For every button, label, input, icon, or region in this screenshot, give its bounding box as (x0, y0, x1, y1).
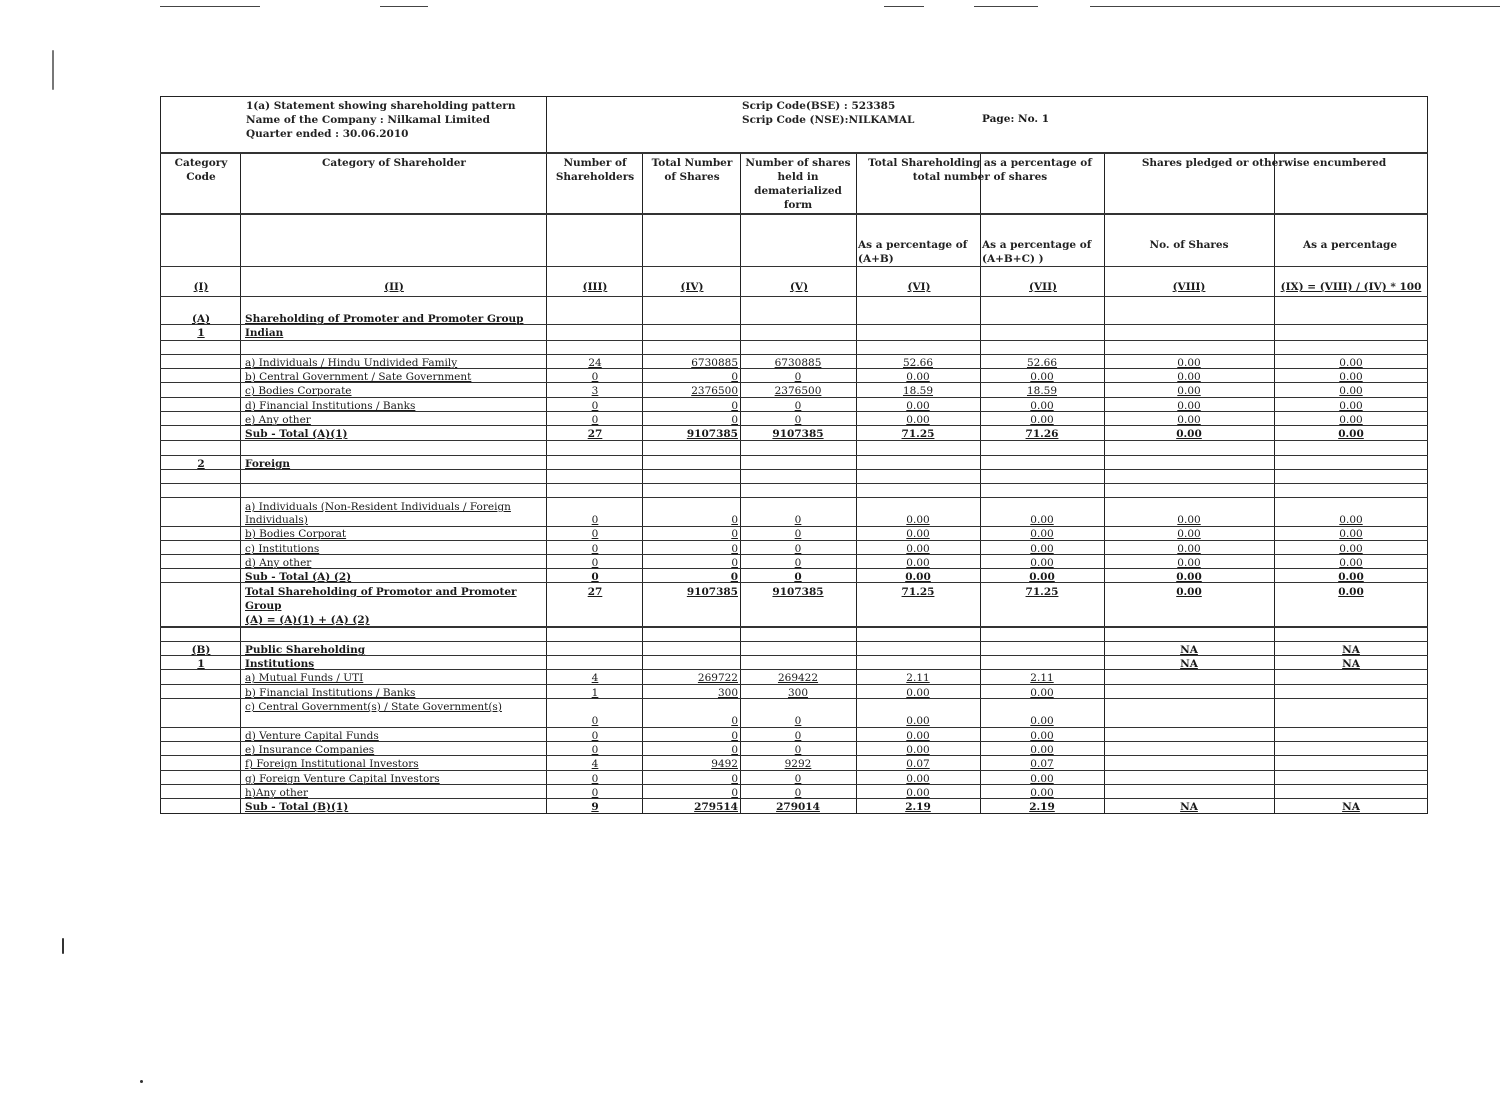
grid-hline (160, 641, 1428, 642)
scan-artifact (160, 6, 260, 7)
header-category-shareholder: Category of Shareholder (322, 157, 466, 169)
row-value-col-6: 71.25 (901, 586, 935, 598)
row-category-label: d) Any other (245, 557, 312, 569)
row-value-col-4: 9492 (711, 758, 738, 770)
row-category-label: Total Shareholding of Promotor and Promoter (245, 586, 517, 598)
row-value-col-6: 0.00 (906, 730, 930, 742)
row-value-col-4: 0 (731, 773, 738, 785)
row-value-col-7: 0.00 (1030, 687, 1054, 699)
row-value-col-8: 0.00 (1177, 385, 1201, 397)
row-value-col-7: 71.25 (1025, 586, 1059, 598)
row-value-col-5: 0 (794, 543, 802, 555)
row-value-col-8: NA (1180, 658, 1198, 670)
row-category-label: e) Insurance Companies (245, 744, 375, 756)
row-value-col-5: 9107385 (772, 586, 824, 598)
header-num-shareholders: Number of Shareholders (555, 157, 635, 183)
row-value-col-3: 0 (591, 543, 599, 555)
row-value-col-6: 0.00 (906, 715, 930, 727)
row-value-col-8: 0.00 (1177, 514, 1201, 526)
row-value-col-6: 2.19 (905, 801, 931, 813)
row-category-label: b) Bodies Corporat (245, 528, 347, 540)
row-value-col-6: 0.00 (906, 687, 930, 699)
row-category-label: d) Venture Capital Funds (245, 730, 379, 742)
row-value-col-5: 0 (794, 773, 802, 785)
col-index-8: (VIII) (1172, 281, 1206, 293)
row-value-col-4: 269722 (697, 672, 738, 684)
row-value-col-7: 0.00 (1030, 543, 1054, 555)
row-value-col-4: 0 (731, 557, 738, 569)
row-category-code: (B) (191, 644, 211, 656)
row-value-col-6: 2.11 (906, 672, 930, 684)
row-value-col-4: 279514 (694, 801, 738, 813)
row-value-col-5: 0 (794, 528, 802, 540)
row-value-col-7: 52.66 (1026, 357, 1058, 369)
row-value-col-7: 2.19 (1029, 801, 1055, 813)
header-category-code: Category Code (174, 157, 228, 183)
row-category-label: Sub - Total (B)(1) (245, 801, 349, 813)
row-value-col-5: 0 (794, 371, 802, 383)
row-value-col-4: 0 (731, 543, 738, 555)
row-category-label: Sub - Total (A)(1) (245, 428, 348, 440)
quarter-ended: Quarter ended : 30.06.2010 (246, 128, 409, 140)
row-value-col-8: 0.00 (1177, 528, 1201, 540)
statement-title: 1(a) Statement showing shareholding pattern (246, 100, 516, 112)
row-value-col-5: 0 (794, 514, 802, 526)
row-category-label: d) Financial Institutions / Banks (245, 400, 416, 412)
row-category-label: Group (245, 600, 282, 612)
row-value-col-9: NA (1342, 644, 1360, 656)
row-value-col-5: 0 (794, 571, 802, 583)
col-index-7: (VII) (1029, 281, 1057, 293)
header-as-percentage: As a percentage (1302, 239, 1398, 251)
row-value-col-9: 0.00 (1339, 528, 1363, 540)
row-value-col-5: 300 (787, 687, 809, 699)
grid-hline (160, 213, 1428, 215)
row-category-label: Sub - Total (A) (2) (245, 571, 352, 583)
row-value-col-8: NA (1180, 644, 1198, 656)
row-value-col-9: 0.00 (1339, 400, 1363, 412)
row-value-col-9: 0.00 (1339, 514, 1363, 526)
row-value-col-3: 0 (591, 715, 599, 727)
row-value-col-7: 0.00 (1030, 514, 1054, 526)
row-value-col-3: 0 (591, 414, 599, 426)
row-value-col-3: 0 (591, 787, 599, 799)
row-value-col-5: 0 (794, 730, 802, 742)
col-index-5: (V) (789, 281, 809, 293)
row-category-label: c) Bodies Corporate (245, 385, 352, 397)
grid-hline (160, 296, 1428, 297)
row-value-col-7: 0.00 (1030, 400, 1054, 412)
row-value-col-6: 0.00 (906, 557, 930, 569)
row-value-col-3: 0 (591, 400, 599, 412)
row-category-label: c) Central Government(s) / State Government(s) (245, 701, 502, 713)
row-category-label: Shareholding of Promoter and Promoter Group (245, 313, 524, 325)
header-demat-shares: Number of shares held in dematerialized form (745, 157, 851, 211)
header-pct-abc: As a percentage of (A+B+C) ) (982, 239, 1092, 265)
row-value-col-7: 0.00 (1030, 414, 1054, 426)
row-category-label: c) Institutions (245, 543, 320, 555)
grid-hline (160, 483, 1428, 484)
row-value-col-9: 0.00 (1339, 385, 1363, 397)
row-value-col-4: 0 (731, 414, 738, 426)
row-category-code: 1 (197, 658, 205, 670)
row-value-col-5: 6730885 (774, 357, 822, 369)
row-value-col-7: 0.00 (1030, 730, 1054, 742)
row-value-col-4: 0 (730, 571, 738, 583)
row-value-col-3: 4 (591, 672, 599, 684)
row-value-col-7: 0.07 (1030, 758, 1054, 770)
row-value-col-8: 0.00 (1177, 543, 1201, 555)
row-value-col-8: 0.00 (1177, 371, 1201, 383)
row-value-col-3: 24 (588, 357, 602, 369)
row-value-col-7: 0.00 (1030, 528, 1054, 540)
grid-hline (160, 497, 1428, 498)
row-value-col-4: 6730885 (691, 357, 738, 369)
row-value-col-9: 0.00 (1339, 543, 1363, 555)
row-category-label: Institutions (245, 658, 315, 670)
scan-speck (62, 938, 64, 954)
company-name: Name of the Company : Nilkamal Limited (246, 114, 490, 126)
scrip-code-bse: Scrip Code(BSE) : 523385 (742, 100, 896, 112)
row-value-col-4: 2376500 (691, 385, 738, 397)
col-index-2: (II) (384, 281, 404, 293)
row-value-col-5: 269422 (777, 672, 819, 684)
row-value-col-6: 0.00 (906, 773, 930, 785)
row-value-col-7: 0.00 (1030, 744, 1054, 756)
row-value-col-8: 0.00 (1177, 357, 1201, 369)
col-index-1: (I) (193, 281, 209, 293)
row-value-col-3: 0 (591, 371, 599, 383)
row-category-label: b) Financial Institutions / Banks (245, 687, 416, 699)
scan-speck (52, 50, 54, 90)
row-value-col-6: 0.00 (906, 371, 930, 383)
row-value-col-4: 0 (731, 371, 738, 383)
row-value-col-4: 0 (731, 730, 738, 742)
row-value-col-4: 9107385 (686, 586, 738, 598)
row-value-col-3: 27 (587, 428, 603, 440)
row-value-col-3: 0 (591, 744, 599, 756)
row-value-col-7: 0.00 (1030, 787, 1054, 799)
row-value-col-5: 279014 (776, 801, 820, 813)
grid-hline (160, 455, 1428, 456)
row-value-col-9: 0.00 (1339, 371, 1363, 383)
row-value-col-9: 0.00 (1339, 357, 1363, 369)
row-value-col-7: 0.00 (1030, 773, 1054, 785)
row-value-col-3: 0 (591, 557, 599, 569)
row-category-label: g) Foreign Venture Capital Investors (245, 773, 440, 785)
row-value-col-8: 0.00 (1177, 400, 1201, 412)
row-category-label: a) Individuals / Hindu Undivided Family (245, 357, 458, 369)
row-category-label: Public Shareholding (245, 644, 366, 656)
row-value-col-4: 0 (731, 528, 738, 540)
scan-artifact (1090, 6, 1500, 7)
row-category-label: a) Mutual Funds / UTI (245, 672, 364, 684)
row-value-col-8: 0.00 (1176, 586, 1202, 598)
row-value-col-4: 9107385 (686, 428, 738, 440)
page-number: Page: No. 1 (982, 113, 1050, 125)
row-value-col-6: 0.00 (906, 400, 930, 412)
row-value-col-3: 1 (591, 687, 599, 699)
row-value-col-6: 0.00 (906, 528, 930, 540)
row-value-col-7: 0.00 (1030, 715, 1054, 727)
row-value-col-7: 0.00 (1030, 371, 1054, 383)
row-value-col-7: 2.11 (1030, 672, 1054, 684)
row-value-col-3: 3 (591, 385, 599, 397)
row-value-col-4: 0 (731, 715, 738, 727)
row-value-col-6: 0.07 (906, 758, 930, 770)
row-value-col-6: 0.00 (906, 514, 930, 526)
row-category-code: 1 (197, 327, 205, 339)
row-value-col-5: 2376500 (774, 385, 822, 397)
row-value-col-3: 27 (587, 586, 603, 598)
row-value-col-9: NA (1342, 801, 1360, 813)
row-value-col-7: 0.00 (1030, 557, 1054, 569)
row-category-label: Foreign (245, 458, 291, 470)
row-category-label: h)Any other (245, 787, 309, 799)
row-value-col-6: 0.00 (906, 414, 930, 426)
row-value-col-5: 0 (794, 414, 802, 426)
row-value-col-7: 71.26 (1025, 428, 1059, 440)
row-value-col-3: 9 (591, 801, 599, 813)
row-value-col-8: 0.00 (1176, 571, 1202, 583)
row-value-col-3: 0 (591, 571, 599, 583)
col-index-9: (IX) = (VIII) / (IV) * 100 (1280, 281, 1422, 293)
scan-artifact (380, 6, 428, 7)
header-pledged-group: Shares pledged or otherwise encumbered (1141, 157, 1387, 169)
row-value-col-6: 71.25 (901, 428, 935, 440)
row-value-col-6: 0.00 (906, 543, 930, 555)
row-value-col-4: 0 (731, 400, 738, 412)
row-value-col-6: 18.59 (902, 385, 934, 397)
row-value-col-5: 0 (794, 557, 802, 569)
row-category-label: b) Central Government / Sate Government (245, 371, 472, 383)
row-value-col-5: 0 (794, 715, 802, 727)
row-value-col-3: 0 (591, 514, 599, 526)
row-value-col-9: 0.00 (1338, 586, 1364, 598)
row-value-col-8: 0.00 (1177, 414, 1201, 426)
row-value-col-9: 0.00 (1339, 414, 1363, 426)
row-value-col-8: NA (1180, 801, 1198, 813)
row-value-col-5: 9292 (784, 758, 812, 770)
row-category-label: e) Any other (245, 414, 311, 426)
row-value-col-9: 0.00 (1338, 428, 1364, 440)
row-value-col-7: 18.59 (1026, 385, 1058, 397)
row-category-label: a) Individuals (Non-Resident Individuals / Foreign (245, 501, 511, 513)
row-category-code: 2 (197, 458, 205, 470)
header-pct-ab: As a percentage of (A+B) (858, 239, 968, 265)
row-value-col-5: 0 (794, 787, 802, 799)
row-value-col-7: 0.00 (1029, 571, 1055, 583)
row-value-col-5: 9107385 (772, 428, 824, 440)
header-total-pct-group: Total Shareholding as a percentage of total number of shares (868, 157, 1092, 183)
row-value-col-6: 0.00 (905, 571, 931, 583)
row-value-col-3: 4 (591, 758, 599, 770)
scrip-code-nse: Scrip Code (NSE):NILKAMAL (742, 114, 915, 126)
col-index-3: (III) (582, 281, 608, 293)
row-value-col-4: 0 (731, 514, 738, 526)
row-value-col-3: 0 (591, 773, 599, 785)
col-index-6: (VI) (907, 281, 931, 293)
scan-artifact (974, 6, 1038, 7)
col-index-4: (IV) (680, 281, 704, 293)
row-value-col-8: 0.00 (1176, 428, 1202, 440)
header-no-of-shares: No. of Shares (1149, 239, 1229, 251)
row-value-col-9: NA (1342, 658, 1360, 670)
row-category-label: (A) = (A)(1) + (A) (2) (245, 614, 370, 626)
row-value-col-6: 52.66 (902, 357, 934, 369)
row-category-code: (A) (191, 313, 211, 325)
row-value-col-9: 0.00 (1338, 571, 1364, 583)
row-value-col-5: 0 (794, 744, 802, 756)
scan-artifact (884, 6, 924, 7)
grid-hline (160, 354, 1428, 355)
grid-hline (160, 340, 1428, 341)
row-category-label: Indian (245, 327, 284, 339)
row-value-col-4: 300 (717, 687, 738, 699)
grid-hline (160, 266, 1428, 267)
row-value-col-6: 0.00 (906, 787, 930, 799)
row-value-col-6: 0.00 (906, 744, 930, 756)
row-category-label: Individuals) (245, 514, 308, 526)
row-value-col-9: 0.00 (1339, 557, 1363, 569)
row-value-col-4: 0 (731, 744, 738, 756)
row-value-col-8: 0.00 (1177, 557, 1201, 569)
row-category-label: f) Foreign Institutional Investors (245, 758, 419, 770)
header-total-shares: Total Number of Shares (651, 157, 733, 183)
scan-speck (140, 1080, 143, 1083)
grid-hline (160, 152, 1428, 154)
row-value-col-4: 0 (731, 787, 738, 799)
row-value-col-3: 0 (591, 730, 599, 742)
row-value-col-5: 0 (794, 400, 802, 412)
row-value-col-3: 0 (591, 528, 599, 540)
